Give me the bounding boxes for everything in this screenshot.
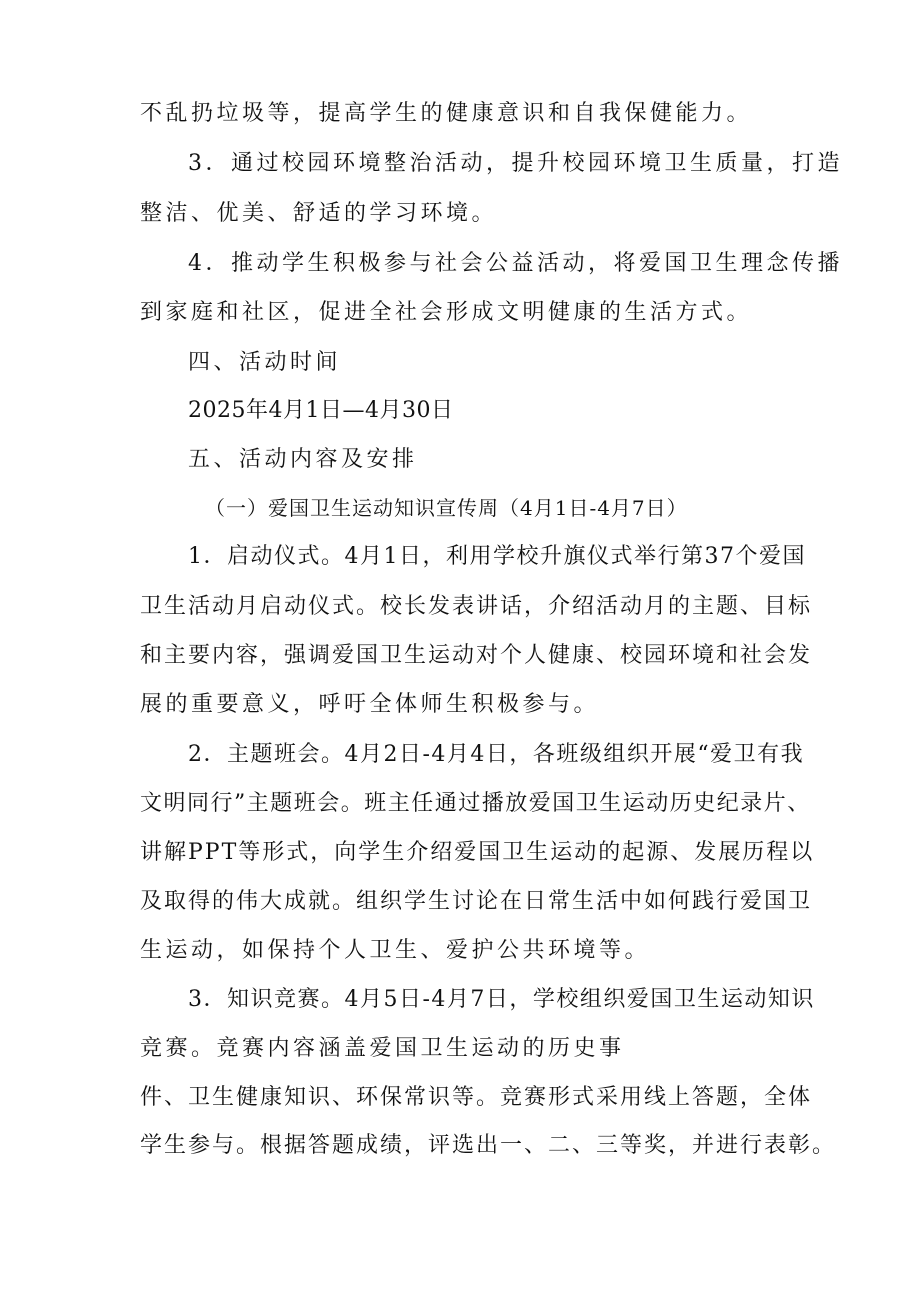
section-heading: 四、活动时间 bbox=[188, 350, 342, 375]
paragraph-line: 展的重要意义，呼吁全体师生积极参与。 bbox=[140, 692, 600, 717]
paragraph-line: 2．主题班会。4月2日-4月4日，各班级组织开展“爱卫有我 bbox=[188, 742, 805, 767]
paragraph-line: 讲解PPT等形式，向学生介绍爱国卫生运动的起源、发展历程以 bbox=[140, 840, 815, 865]
paragraph-line: 件、卫生健康知识、环保常识等。竞赛形式采用线上答题，全体 bbox=[140, 1085, 813, 1110]
paragraph-line: 生运动，如保持个人卫生、爱护公共环境等。 bbox=[140, 938, 651, 963]
paragraph-line: 3．知识竞赛。4月5日-4月7日，学校组织爱国卫生运动知识 bbox=[188, 987, 815, 1012]
paragraph-line: 文明同行”主题班会。班主任通过播放爱国卫生运动历史纪录片、 bbox=[140, 791, 811, 816]
activity-dates: 2025年4月1日—4月30日 bbox=[188, 398, 454, 423]
subsection-heading: （一）爱国卫生运动知识宣传周（4月1日-4月7日） bbox=[205, 496, 688, 520]
paragraph-line: 不乱扔垃圾等，提高学生的健康意识和自我保健能力。 bbox=[140, 101, 753, 126]
paragraph-line: 及取得的伟大成就。组织学生讨论在日常生活中如何践行爱国卫 bbox=[140, 889, 813, 914]
paragraph-line: 和主要内容，强调爱国卫生运动对个人健康、校园环境和社会发 bbox=[140, 643, 813, 668]
paragraph-line: 到家庭和社区，促进全社会形成文明健康的生活方式。 bbox=[140, 300, 753, 325]
paragraph-line: 4．推动学生积极参与社会公益活动，将爱国卫生理念传播 bbox=[188, 251, 843, 276]
section-heading: 五、活动内容及安排 bbox=[188, 447, 418, 472]
paragraph-line: 1．启动仪式。4月1日，利用学校升旗仪式举行第37个爱国 bbox=[188, 544, 806, 569]
paragraph-line: 卫生活动月启动仪式。校长发表讲话，介绍活动月的主题、目标 bbox=[140, 594, 813, 619]
paragraph-line: 3．通过校园环境整治活动，提升校园环境卫生质量，打造 bbox=[188, 151, 843, 176]
paragraph-line: 整洁、优美、舒适的学习环境。 bbox=[140, 201, 498, 226]
paragraph-line: 竞赛。竞赛内容涵盖爱国卫生运动的历史事 bbox=[140, 1036, 625, 1061]
paragraph-line: 学生参与。根据答题成绩，评选出一、二、三等奖，并进行表彰。 bbox=[140, 1133, 837, 1158]
